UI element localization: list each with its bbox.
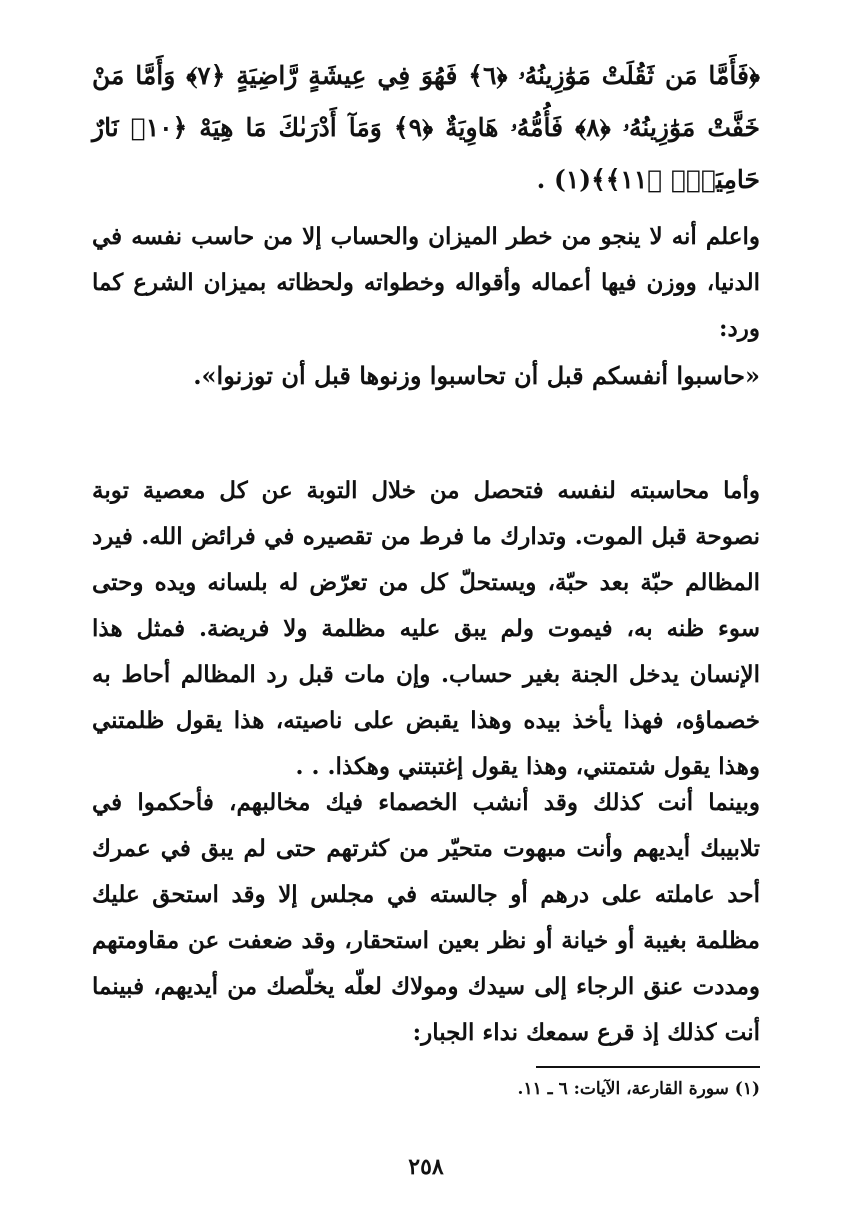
- quran-verses: ﴿فَأَمَّا مَن ثَقُلَتْ مَوَٰزِينُهُۥ ﴿٦﴾ فَهُوَ فِي عِيشَةٍ رَّاضِيَةٍ ﴿٧﴾ وَأَمَّا مَنْ خَفَّتْ مَوَٰزِينُهُۥ ﴿٨﴾ فَأُمُّهُۥ هَاوِيَةٌ ﴿٩﴾ وَمَآ أَدْرَىٰكَ مَا هِيَهْ ﴿١٠﴾ نَارٌ حَامِيَةٌۢ ﴿١١﴾﴾(١) .: [92, 61, 761, 194]
- footnote-divider: [536, 1066, 760, 1068]
- paragraph-weighing: واعلم أنه لا ينجو من خطر الميزان والحساب إلا من حاسب نفسه في الدنيا، ووزن فيها أعماله وأقواله وخطواته ولحظاته بميزان الشرع كما ورد:: [92, 223, 760, 342]
- footnote: (١) سورة القارعة، الآيات: ٦ ـ ١١.: [517, 1079, 760, 1099]
- paragraph-self-accounting: وأما محاسبته لنفسه فتحصل من خلال التوبة عن كل معصية توبة نصوحة قبل الموت. وتدارك ما فرط من تقصيره في فرائض الله. فيرد المظالم حبّة بعد حبّة، ويستحلّ كل من تعرّض له بلسانه ويده وحتى سوء ظنه به، فيموت ولم يبق عليه مظلمة ولا فريضة. فمثل هذا الإنسان يدخل الجنة بغير حساب. وإن مات قبل رد المظالم أحاط به خصماؤه، فهذا يأخذ بيده وهذا يقبض على ناصيته، هذا يقول ظلمتني وهذا يقول شتمتني، وهذا يقول إغتبتني وهكذا. . .: [92, 477, 760, 780]
- paragraph-adversaries: وبينما أنت كذلك وقد أنشب الخصماء فيك مخالبهم، فأحكموا في تلابيبك أيديهم وأنت مبهوت متحيّر من كثرتهم حتى لم يبق في عمرك أحد عاملته على درهم أو جالسته في مجلس إلا وقد استحق عليك مظلمة بغيبة أو خيانة أو نظر بعين استحقار، وقد ضعفت عن مقاومتهم ومددت عنق الرجاء إلى سيدك ومولاك لعلّه يخلّصك من أيديهم، فبينما أنت كذلك إذ قرع سمعك نداء الجبار:: [92, 789, 760, 1046]
- hadith-quote: «حاسبوا أنفسكم قبل أن تحاسبوا وزنوها قبل أن توزنوا».: [193, 361, 760, 390]
- page-number: ٢٥٨: [408, 1154, 444, 1180]
